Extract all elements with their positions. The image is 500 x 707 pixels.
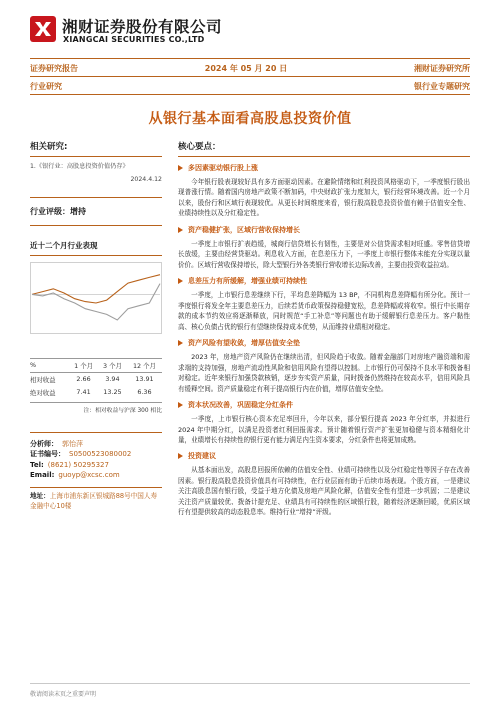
table-cell: 6.36: [137, 388, 152, 397]
meta-row-1: [30, 63, 470, 74]
section-paragraph: 一季度，上市银行息差继续下行，平均息差降幅为 13 BP，不同机构息差降幅有所分化。预计一季度银行将发全年主要息差压力，后续若货币政策保持稳健宽松，息差降幅或将收窄。银行中长期存款的成本节约效应将逐渐释放，同时规范“手工补息”等问题也有助于缓解银行息差压力。客户黏性高、核心负债占优的银行有望继续保持成本优势，从而维持业绩相对稳定。: [178, 291, 470, 331]
document-title: 从银行基本面看高股息投资价值: [148, 111, 352, 127]
analyst-email[interactable]: guoyp@xcsc.com: [58, 471, 120, 480]
section-paragraph: 一季度，上市银行核心资本充足率回升，今年以来，部分银行提高 2023 年分红率，并拟进行 2024 年中期分红，以满足投资者红利回报需求。预计随着银行资产扩张更加稳健与资本精细化计量，业绩增长有持续性的银行更有能力满足内生资本要求，分红条件也将更加成熟。: [178, 415, 470, 444]
report-series: 银行业专题研究: [414, 82, 470, 91]
table-note: 注：相对收益与沪深 300 相比: [30, 402, 162, 414]
related-item[interactable]: 1.《银行业：高股息投资价值仍存》: [30, 163, 129, 170]
related-rule: [30, 156, 162, 157]
section-heading: [178, 225, 470, 235]
chart-rule: [30, 255, 162, 256]
rating-rule-bottom: [30, 225, 162, 226]
meta-rule: [30, 76, 470, 77]
analyst-cert-row: [30, 449, 162, 460]
section-paragraph: 今年银行股表现较好具有多方面驱动因素。在避险情绪和红利投资风格驱动下，一季度银行股出现普涨行情。随着国内房地产政策不断加码，中央财政扩张力度加大，银行经营环境改善。近一个月以来，股份行和区域行表现较优。从更长时间维度来看，银行股高股息投资价值有赖于估值安全性、业绩持续性以及分红稳定性。: [178, 178, 470, 218]
section-paragraph: 2023 年，房地产资产风险仍在继续出清，但风险趋于收敛。随着金融部门对房地产融资端和需求端的支持加强，房地产流动性风险和信用风险有望得以控制。上市银行仍可保持不良水平和拨备相对稳定。近年来银行加强贷款核销，逐步夯实资产质量，同时拨备仍然维持在较高水平，信用风险具有缓释空间。资产质量稳定有利于提高银行内在价值，增厚估值安全垫。: [178, 353, 470, 393]
table-cell: 3.94: [105, 375, 120, 384]
meta-row-2: [30, 81, 470, 92]
table-header-row: [30, 358, 162, 372]
chart-frame: [31, 262, 162, 333]
section-heading: [178, 451, 470, 461]
table-cell: 绝对收益: [30, 388, 56, 397]
section-heading: [178, 400, 470, 410]
rating-value: 增持: [70, 206, 86, 216]
header-rule: [30, 58, 470, 59]
analyst-name-row: [30, 439, 162, 450]
analyst-rule: [30, 432, 162, 433]
table-header: %: [30, 358, 69, 372]
analyst-cert: S0500523080002: [69, 450, 132, 459]
section-heading: [178, 338, 470, 348]
address-block: [30, 492, 162, 512]
footer-rule: [30, 683, 470, 684]
section-title: 投资建议: [188, 452, 216, 461]
section-paragraph: 从基本面出发，高股息回报所依赖的估值安全性、业绩可持续性以及分红稳定性等因子存在改善因素。银行股高股息投资价值具有可持续性，在行业层面有助于后续市场表现。个股方面，一是建议关注高股息国有银行股，受益于地方化债及房地产风险化解，估值安全性有望进一步巩固；二是建议关注资产质量较优、拨备计提充足、业绩具有可持续性的区域银行股，随着经济逐渐回暖，优质区域行有望提供较高的动态股息率。维持行业“增持”评级。: [178, 466, 470, 517]
table-cell: 2.66: [76, 375, 91, 384]
analyst-tel[interactable]: (8621) 50295327: [47, 460, 109, 469]
meta-rule-bottom: [30, 94, 470, 95]
table-header: 1 个月: [69, 358, 98, 372]
address-label: 地址：: [30, 491, 50, 500]
analyst-tel-row: [30, 460, 162, 471]
triangle-bullet-icon: [178, 402, 183, 408]
table-row: [30, 386, 162, 399]
triangle-bullet-icon: [178, 278, 183, 284]
address-value: 上海市浦东新区银城路88号中国人寿金融中心10楼: [30, 491, 158, 510]
section-heading: [178, 276, 470, 286]
rating-label: 行业评级：: [30, 206, 70, 216]
report-type: 证券研究报告: [30, 64, 78, 73]
report-category: 行业研究: [30, 82, 62, 91]
table-row: [30, 372, 162, 386]
analyst-name: 郭怡萍: [62, 439, 83, 448]
analyst-name-label: 分析师：: [30, 439, 58, 448]
analyst-email-label: Email:: [30, 471, 55, 480]
table-header: 12 个月: [127, 358, 162, 372]
analyst-info: [30, 439, 162, 481]
triangle-bullet-icon: [178, 453, 183, 459]
company-name-cn: 湘财证券股份有限公司: [62, 18, 223, 36]
rating-rule-top: [30, 197, 162, 198]
section-title: 资本状况改善，巩固稳定分红条件: [188, 401, 293, 410]
company-header: [30, 12, 470, 52]
report-date: 2024 年 05 月 20 日: [204, 64, 288, 73]
key-points: [178, 140, 470, 518]
institute-name: 湘财证券研究所: [414, 64, 470, 73]
sidebar: [30, 140, 162, 511]
table-cell: 相对收益: [30, 375, 56, 384]
chart-series-line-1: [32, 274, 160, 302]
table-cell: 13.91: [135, 375, 154, 384]
address-rule: [30, 487, 162, 488]
analyst-cert-label: 证书编号：: [30, 450, 65, 459]
section-title: 资产风险有望收敛，增厚估值安全垫: [188, 339, 300, 348]
triangle-bullet-icon: [178, 227, 183, 233]
section-title: 多因素驱动银行股上涨: [188, 164, 258, 172]
table-cell: 13.25: [103, 388, 122, 397]
company-name-en: XIANGCAI SECURITIES CO.,LTD: [63, 35, 205, 44]
industry-rating: [30, 206, 162, 217]
table-cell: 7.41: [76, 388, 91, 397]
section-paragraph: 一季度上市银行扩表趋缓，城商行信贷增长有韧性，主要是对公信贷需求相对旺盛。零售信贷增长放缓，主要由经营贷驱动。利息收入方面，在息差压力下，一季度上市银行整体未能充分实现以量价价。区域行营收保持增长，除大型银行外各类银行营收增长边际改善，主要由投资收益拉动。: [178, 239, 470, 269]
related-heading: 相关研究:: [30, 142, 68, 152]
company-logo-icon: [30, 16, 56, 42]
section-title: 资产稳健扩张，区域行营收保持增长: [188, 225, 300, 234]
analyst-tel-label: Tel:: [30, 460, 44, 469]
triangle-bullet-icon: [178, 165, 183, 171]
related-date: 2024.4.12: [130, 175, 162, 183]
footer-disclaimer: 敬请阅读末页之重要声明: [30, 691, 97, 698]
triangle-bullet-icon: [178, 340, 183, 346]
section-heading: [178, 163, 470, 173]
table-header: 3 个月: [98, 358, 127, 372]
key-points-rule: [178, 156, 470, 157]
chart-title: 近十二个月行业表现: [30, 240, 98, 250]
performance-chart-svg: [30, 262, 162, 334]
section-title: 息差压力有所缓解，增强业绩可持续性: [188, 277, 307, 286]
performance-table: [30, 358, 162, 399]
performance-chart: [30, 262, 162, 354]
key-points-heading: 核心要点：: [178, 142, 221, 152]
analyst-email-row: [30, 470, 162, 481]
